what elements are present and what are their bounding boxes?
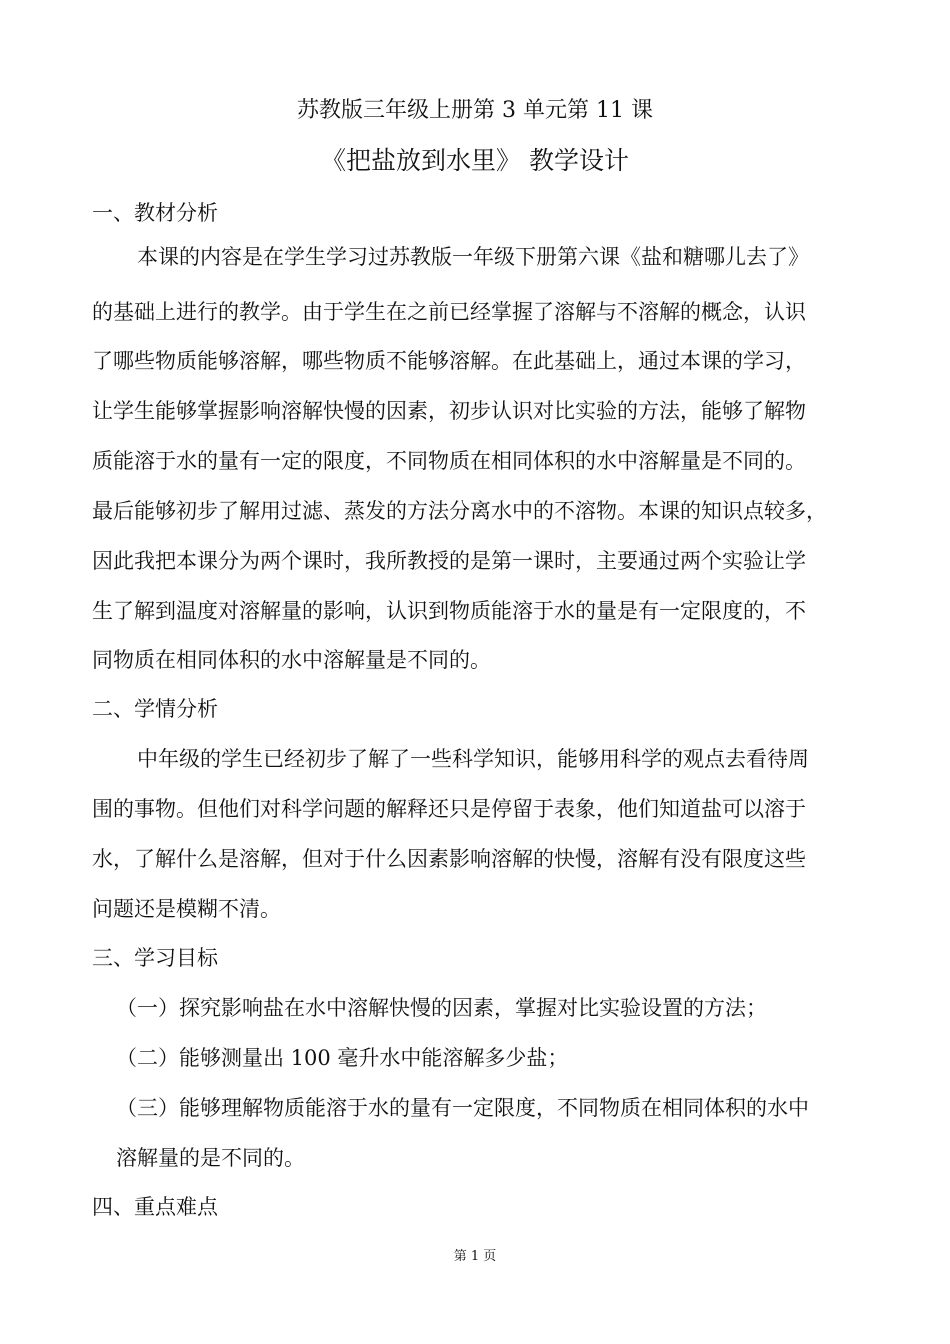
paragraph-line: 质能溶于水的量有一定的限度，不同物质在相同体积的水中溶解量是不同的。 bbox=[92, 449, 806, 473]
section-heading-objectives: 三、学习目标 bbox=[92, 946, 218, 970]
document-main-title: 《把盐放到水里》 教学设计 bbox=[321, 146, 629, 175]
paragraph-line: 水，了解什么是溶解，但对于什么因素影响溶解的快慢，溶解有没有限度这些 bbox=[92, 847, 806, 871]
paragraph-line: 因此我把本课分为两个课时，我所教授的是第一课时，主要通过两个实验让学 bbox=[92, 549, 806, 573]
paragraph-line: 同物质在相同体积的水中溶解量是不同的。 bbox=[92, 648, 491, 672]
paragraph-line: 的基础上进行的教学。由于学生在之前已经掌握了溶解与不溶解的概念，认识 bbox=[92, 300, 806, 324]
paragraph-line: 问题还是模糊不清。 bbox=[92, 897, 281, 921]
paragraph-line: 中年级的学生已经初步了解了一些科学知识，能够用科学的观点去看待周 bbox=[137, 747, 809, 771]
paragraph-line: 了哪些物质能够溶解，哪些物质不能够溶解。在此基础上，通过本课的学习， bbox=[92, 349, 806, 373]
section-heading-learners: 二、学情分析 bbox=[92, 697, 218, 721]
section-heading-key-points: 四、重点难点 bbox=[92, 1195, 218, 1219]
paragraph-line: 本课的内容是在学生学习过苏教版一年级下册第六课《盐和糖哪儿去了》 bbox=[137, 245, 809, 269]
objective-item-continuation: 溶解量的是不同的。 bbox=[116, 1146, 305, 1170]
document-series-title: 苏教版三年级上册第 3 单元第 11 课 bbox=[297, 98, 653, 123]
paragraph-line: 最后能够初步了解用过滤、蒸发的方法分离水中的不溶物。本课的知识点较多， bbox=[92, 499, 827, 523]
paragraph-line: 围的事物。但他们对科学问题的解释还只是停留于表象，他们知道盐可以溶于 bbox=[92, 797, 806, 821]
objective-item: （一）探究影响盐在水中溶解快慢的因素，掌握对比实验设置的方法； bbox=[116, 996, 767, 1020]
paragraph-line: 生了解到温度对溶解量的影响，认识到物质能溶于水的量是有一定限度的，不 bbox=[92, 599, 806, 623]
paragraph-line: 让学生能够掌握影响溶解快慢的因素，初步认识对比实验的方法，能够了解物 bbox=[92, 399, 806, 423]
objective-item: （三）能够理解物质能溶于水的量有一定限度，不同物质在相同体积的水中 bbox=[116, 1096, 809, 1120]
section-heading-materials: 一、教材分析 bbox=[92, 201, 218, 225]
objective-item: （二）能够测量出 100 毫升水中能溶解多少盐； bbox=[116, 1046, 569, 1070]
page-number: 第 1 页 bbox=[453, 1249, 497, 1264]
